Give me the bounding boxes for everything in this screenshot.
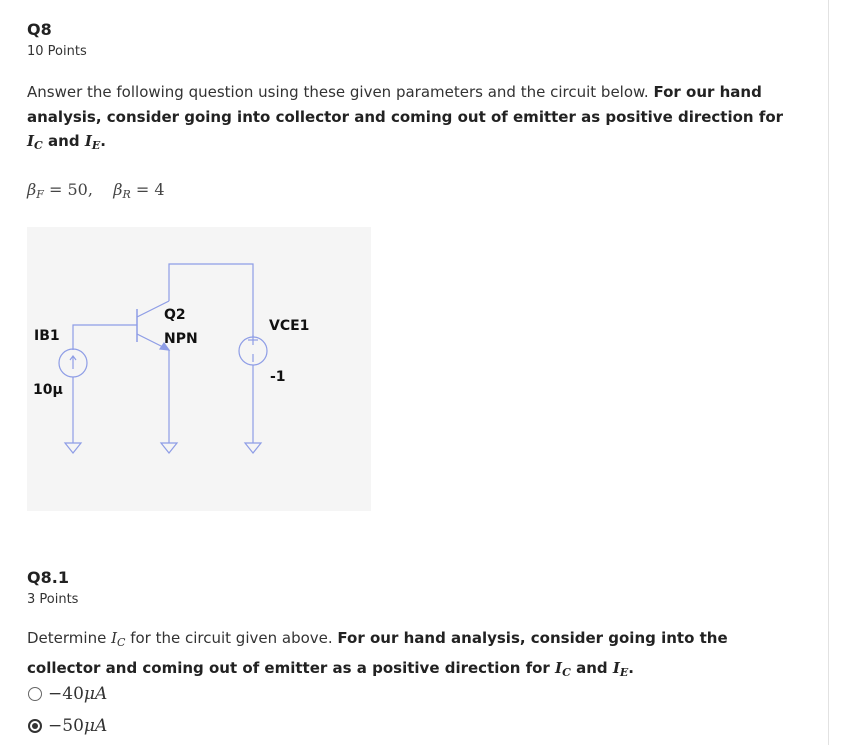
ie-symbol-2: $I_E$ (612, 658, 629, 679)
answer-option-2[interactable] (28, 716, 107, 736)
ic-symbol-2: $I_C$ (111, 629, 126, 649)
option-1-label: −40μA (48, 684, 108, 704)
question-text: Answer the following question using these given parameters and the circuit below. For our hand analysis, consider going into collector and coming out of emitter as positive direction for $I_C$ and $I_E$. (27, 83, 784, 152)
wire-base (73, 325, 137, 350)
circuit-diagram (27, 227, 371, 511)
wire-collector (169, 264, 253, 337)
vsource-label: VCE1 (269, 318, 310, 334)
subquestion-text: Determine $I_C$ for the circuit given above. For our hand analysis, consider going into the collector and coming out of emitter as a positive direction for $I_C$ and $I_E$. (27, 629, 728, 679)
question-points: 10 Points (27, 44, 87, 59)
circuit-schematic (27, 227, 371, 511)
given-parameters (27, 180, 165, 201)
and-word: and (48, 132, 80, 150)
subquestion-points: 3 Points (27, 592, 79, 607)
ground-symbol-1 (65, 443, 81, 453)
radio-option-2-selected[interactable] (28, 719, 42, 733)
ground-symbol-2 (161, 443, 177, 453)
transistor-label: Q2 (164, 307, 186, 323)
option-2-label: −50μA (48, 716, 108, 736)
ground-symbol-3 (245, 443, 261, 453)
answer-option-1[interactable] (28, 684, 107, 704)
question-intro-bold: For our hand analysis, consider going into collector and coming out of emitter as positive direction for (27, 83, 784, 126)
ic-symbol: $I_C$ (27, 132, 43, 152)
question-intro: Answer the following question using these given parameters and the circuit below. (27, 83, 654, 101)
beta-r: $\beta_R = 4$ (113, 180, 165, 201)
vsource-value: -1 (270, 369, 286, 385)
radio-option-1[interactable] (28, 687, 42, 701)
source-label: IB1 (34, 328, 60, 344)
question-title: Q8 (27, 20, 52, 39)
subquestion-bold: For our hand analysis, consider going into the collector and coming out of emitter as a positive direction for (27, 629, 728, 677)
transistor-type: NPN (164, 331, 198, 347)
source-value: 10μ (33, 382, 63, 398)
beta-f: $\beta_F = 50$, (27, 180, 93, 201)
ic-symbol-3: $I_C$ (555, 658, 571, 679)
subquestion-title: Q8.1 (27, 568, 69, 587)
page-right-border (828, 0, 829, 745)
ie-symbol: $I_E$ (84, 132, 101, 152)
